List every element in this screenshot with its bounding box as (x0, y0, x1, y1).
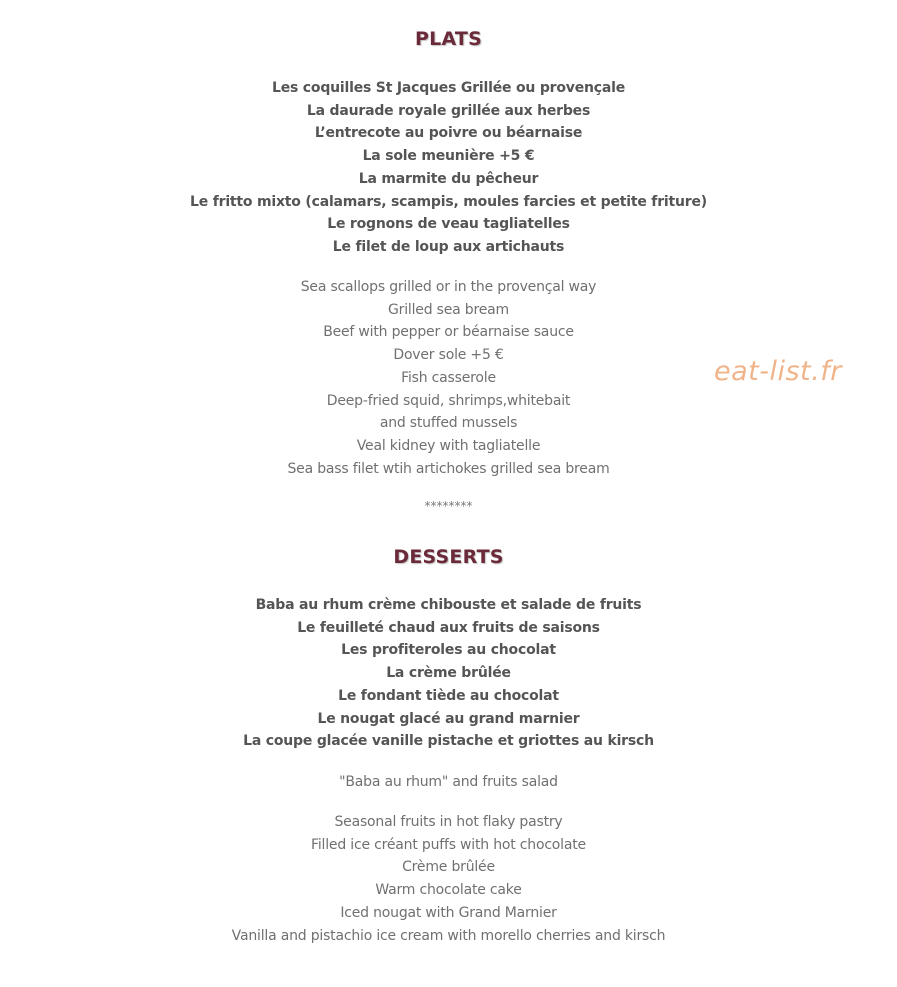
plats-french-list (0, 77, 897, 259)
desserts-french-item: Le nougat glacé au grand marnier (317, 710, 580, 727)
desserts-english-item: "Baba au rhum" and fruits salad (339, 774, 558, 790)
desserts-french-item: Le feuilleté chaud aux fruits de saisons (297, 619, 600, 636)
plats-english-item: Sea bass filet wtih artichokes grilled sea bream (287, 460, 610, 477)
desserts-english-item: Crème brûlée (402, 859, 495, 876)
desserts-english-item: Vanilla and pistachio ice cream with morello cherries and kirsch (231, 927, 666, 944)
plats-french-item: Les coquilles St Jacques Grillée ou provençale (271, 80, 625, 96)
desserts-french-list (0, 594, 897, 753)
plats-french-item: La sole meunière +5 € (362, 148, 535, 165)
desserts-french-item: Baba au rhum crème chibouste et salade de fruits (255, 597, 642, 613)
section-separator: ******** (424, 499, 473, 513)
desserts-english-list (0, 811, 897, 947)
plats-title: PLATS (415, 28, 482, 50)
plats-french-item: La daurade royale grillée aux herbes (306, 102, 591, 119)
desserts-title: DESSERTS (393, 546, 504, 568)
desserts-english-item: Iced nougat with Grand Marnier (340, 904, 557, 921)
plats-french-item: Le rognons de veau tagliatelles (327, 216, 570, 233)
plats-french-item: Le filet de loup aux artichauts (332, 238, 565, 255)
plats-english-item: Fish casserole (401, 369, 496, 386)
plats-english-item: Grilled sea bream (388, 301, 509, 318)
desserts-english-item: Warm chocolate cake (375, 882, 522, 899)
desserts-french-item: La crème brûlée (386, 665, 511, 682)
desserts-english-item: Filled ice créant puffs with hot chocolate (311, 836, 586, 853)
desserts-french-item: Le fondant tiède au chocolat (338, 687, 559, 704)
plats-french-item: L’entrecote au poivre ou béarnaise (314, 125, 583, 142)
plats-english-item: Dover sole +5 € (393, 347, 504, 364)
plats-english-item: and stuffed mussels (379, 415, 518, 432)
plats-english-item: Veal kidney with tagliatelle (356, 437, 541, 454)
watermark-text: eat-list.fr (714, 356, 842, 387)
desserts-section (0, 545, 897, 569)
plats-english-item: Beef with pepper or béarnaise sauce (323, 324, 574, 341)
plats-english-item: Sea scallops grilled or in the provençal way (300, 279, 597, 295)
desserts-french-item: Les profiteroles au chocolat (341, 642, 556, 659)
plats-english-item: Deep-fried squid, shrimps,whitebait (326, 392, 571, 409)
plats-french-item: La marmite du pêcheur (358, 170, 539, 187)
desserts-english-first (0, 771, 897, 794)
desserts-french-item: La coupe glacée vanille pistache et griottes au kirsch (243, 733, 654, 750)
desserts-english-item: Seasonal fruits in hot flaky pastry (334, 814, 563, 830)
plats-french-item: Le fritto mixto (calamars, scampis, moules farcies et petite friture) (190, 193, 707, 210)
plats-section (0, 27, 897, 51)
